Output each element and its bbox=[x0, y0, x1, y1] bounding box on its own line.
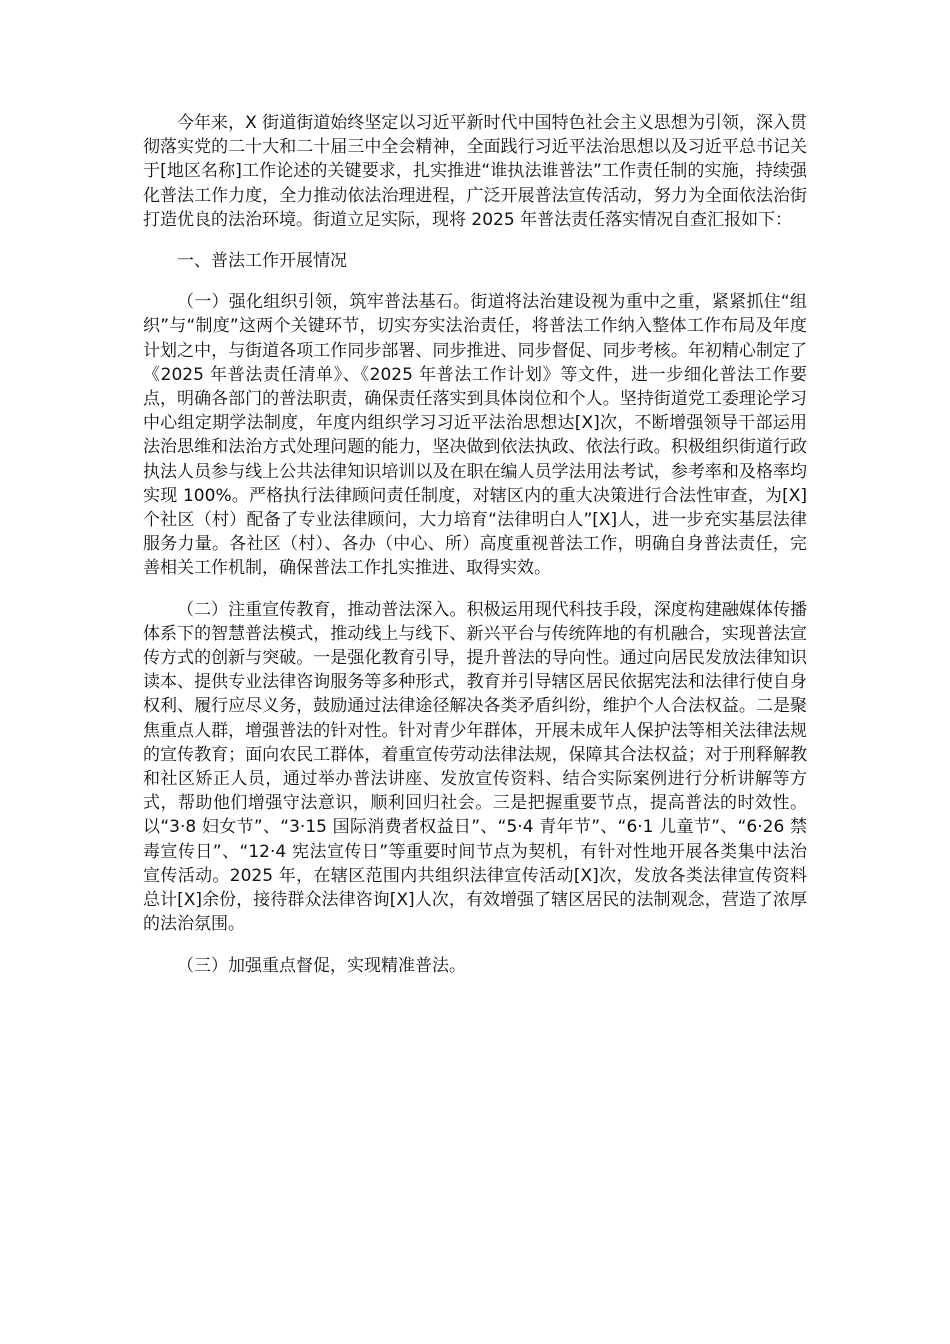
section-heading: 一、普法工作开展情况 bbox=[177, 251, 347, 272]
subsection-1-paragraph: （一）强化组织引领，筑牢普法基石。街道将法治建设视为重中之重，紧紧抓住“组织”与“制度”这两个关键环节，切实夯实法治责任，将普法工作纳入整体工作布局及年度计划之中，与街道各项工作同步部署、同步推进、同步督促、同步考核。年初精心制定了《2025 年普法责任清单》、《2025 年普法工作计划》等文件，进一步细化普法工作要点，明确各部门的普法职责，确保责任落实到具体岗位和个人。坚持街道党工委理论学习中心组定期学法制度，年度内组织学习习近平法治思想达[X]次，不断增强领导干部运用法治思维和法治方式处理问题的能力，坚决做到依法执政、依法行政。积极组织街道行政执法人员参与线上公共法律知识培训以及在职在编人员学法用法考试，参考率和及格率均实现 100%。严格执行法律顾问责任制度，对辖区内的重大决策进行合法性审查，为[X]个社区（村）配备了专业法律顾问，大力培育“法律明白人”[X]人，进一步充实基层法律服务力量。各社区（村）、各办（中心、所）高度重视普法工作，明确自身普法责任，完善相关工作机制，确保普法工作扎实推进、取得实效。 bbox=[143, 292, 807, 579]
document-page bbox=[143, 111, 807, 978]
subsection-2-paragraph: （二）注重宣传教育，推动普法深入。积极运用现代科技手段，深度构建融媒体传播体系下的智慧普法模式，推动线上与线下、新兴平台与传统阵地的有机融合，实现普法宣传方式的创新与突破。一是强化教育引导，提升普法的导向性。通过向居民发放法律知识读本、提供专业法律咨询服务等多种形式，教育并引导辖区居民依据宪法和法律行使自身权利、履行应尽义务，鼓励通过法律途径解决各类矛盾纠纷，维护个人合法权益。二是聚焦重点人群，增强普法的针对性。针对青少年群体，开展未成年人保护法等相关法律法规的宣传教育；面向农民工群体，着重宣传劳动法律法规，保障其合法权益；对于刑释解教和社区矫正人员，通过举办普法讲座、发放宣传资料、结合实际案例进行分析讲解等方式，帮助他们增强守法意识，顺利回归社会。三是把握重要节点，提高普法的时效性。以“3·8 妇女节”、“3·15 国际消费者权益日”、“5·4 青年节”、“6·1 儿童节”、“6·26 禁毒宣传日”、“12·4 宪法宣传日”等重要时间节点为契机，有针对性地开展各类集中法治宣传活动。2025 年，在辖区范围内共组织法律宣传活动[X]次，发放各类法律宣传资料总计[X]余份，接待群众法律咨询[X]人次，有效增强了辖区居民的法制观念，营造了浓厚的法治氛围。 bbox=[143, 599, 807, 935]
subsection-3-paragraph: （三）加强重点督促，实现精准普法。 bbox=[177, 955, 466, 976]
intro-paragraph: 今年来，X 街道街道始终坚定以习近平新时代中国特色社会主义思想为引领，深入贯彻落实党的二十大和二十届三中全会精神，全面践行习近平法治思想以及习近平总书记关于[地区名称]工作论述的关键要求，扎实推进“谁执法谁普法”工作责任制的实施，持续强化普法工作力度，全力推动依法治理进程，广泛开展普法宣传活动，努力为全面依法治街打造优良的法治环境。街道立足实际，现将 2025 年普法责任落实情况自查汇报如下： bbox=[143, 113, 807, 230]
